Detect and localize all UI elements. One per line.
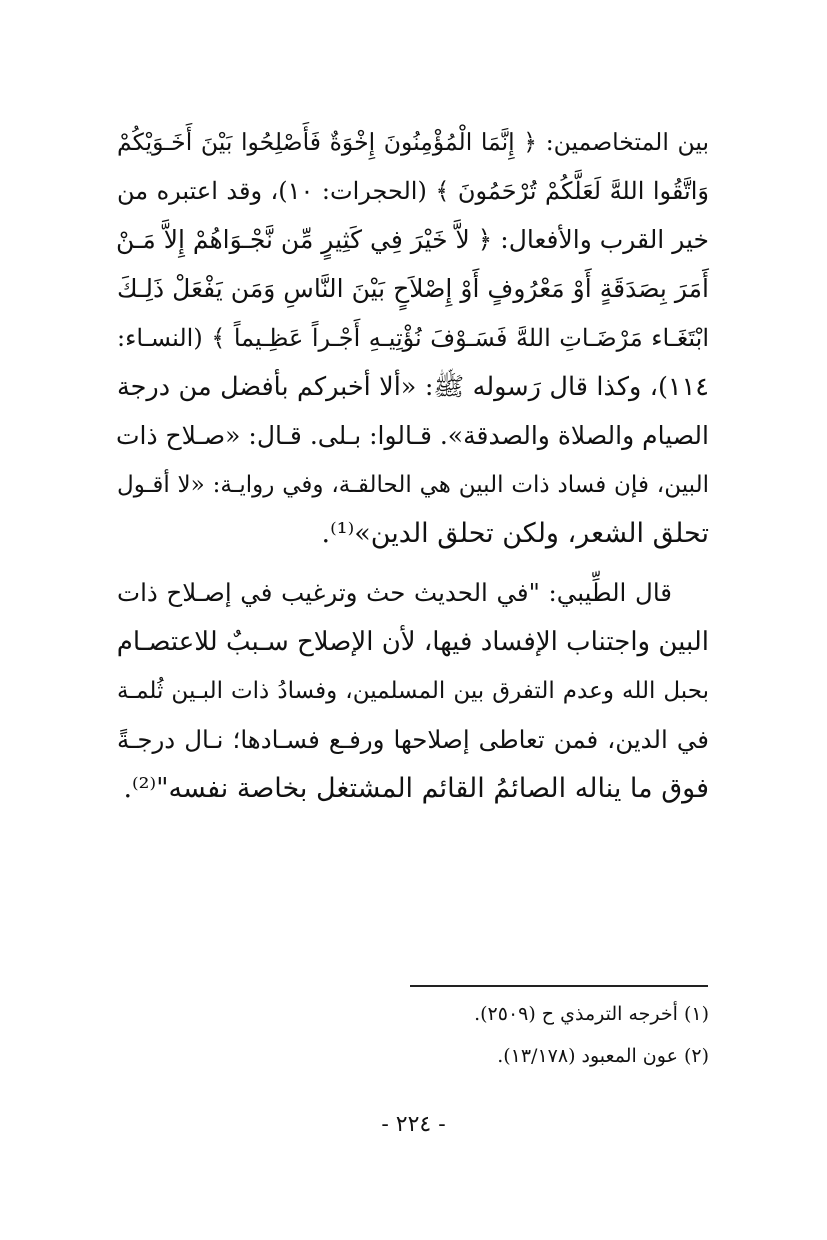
- body-line: بحبل الله وعدم التفرق بين المسلمين، وفسادُ ذات البـين ثُلمـة: [117, 678, 709, 704]
- body-line: أَمَرَ بِصَدَقَةٍ أَوْ مَعْرُوفٍ أَوْ إِصْلاَحٍ بَيْنَ النَّاسِ وَمَن يَفْعَلْ ذَلِـكَ: [117, 274, 709, 303]
- footnote-separator: [410, 985, 708, 987]
- body-line: البين واجتناب الإفساد فيها، لأن الإصلاح سـببٌ للاعتصـام: [116, 627, 709, 657]
- body-line: قال الطِّيبي: "في الحديث حث وترغيب في إصـلاح ذات: [117, 578, 672, 607]
- body-line: الصيام والصلاة والصدقة». قـالوا: بـلى. قـال: «صـلاح ذات: [115, 421, 709, 450]
- body-line: بين المتخاصمين: ﴿ إِنَّمَا الْمُؤْمِنُونَ إِخْوَةٌ فَأَصْلِحُوا بَيْنَ أَخَـوَيْكُمْ: [117, 128, 709, 156]
- body-line: في الدين، فمن تعاطى إصلاحها ورفـع فسـادها؛ نـال درجـةً: [117, 725, 709, 754]
- body-line: فوق ما يناله الصائمُ القائم المشتغل بخاصة نفسه"⁽²⁾.: [123, 773, 709, 804]
- body-line: وَاتَّقُوا اللهَّ لَعَلَّكُمْ تُرْحَمُونَ ﴾ (الحجرات: ١٠)، وقد اعتبره من: [117, 177, 709, 205]
- footnote: (٢) عون المعبود (١٣/١٧٨).: [497, 1045, 709, 1067]
- body-line: البين، فإن فساد ذات البين هي الحالقـة، وفي روايـة: «لا أقـول: [117, 472, 709, 498]
- body-line: ابْتَغَـاء مَرْضَـاتِ اللهَّ فَسَـوْفَ نُؤْتِيـهِ أَجْـراً عَظِـيماً ﴾ (النسـاء:: [117, 324, 709, 352]
- footnote: (١) أخرجه الترمذي ح (٢٥٠٩).: [474, 1003, 709, 1025]
- body-line: تحلق الشعر، ولكن تحلق الدين»⁽¹⁾.: [321, 518, 709, 549]
- body-line: خير القرب والأفعال: ﴿ لاَّ خَيْرَ فِي كَثِيرٍ مِّن نَّجْـوَاهُمْ إِلاَّ مَـنْ: [116, 225, 709, 254]
- page-number: - ٢٢٤ -: [381, 1112, 446, 1137]
- body-line: ١١٤)، وكذا قال رَسوله ﷺ: «ألا أخبركم بأفضل من درجة: [117, 372, 709, 402]
